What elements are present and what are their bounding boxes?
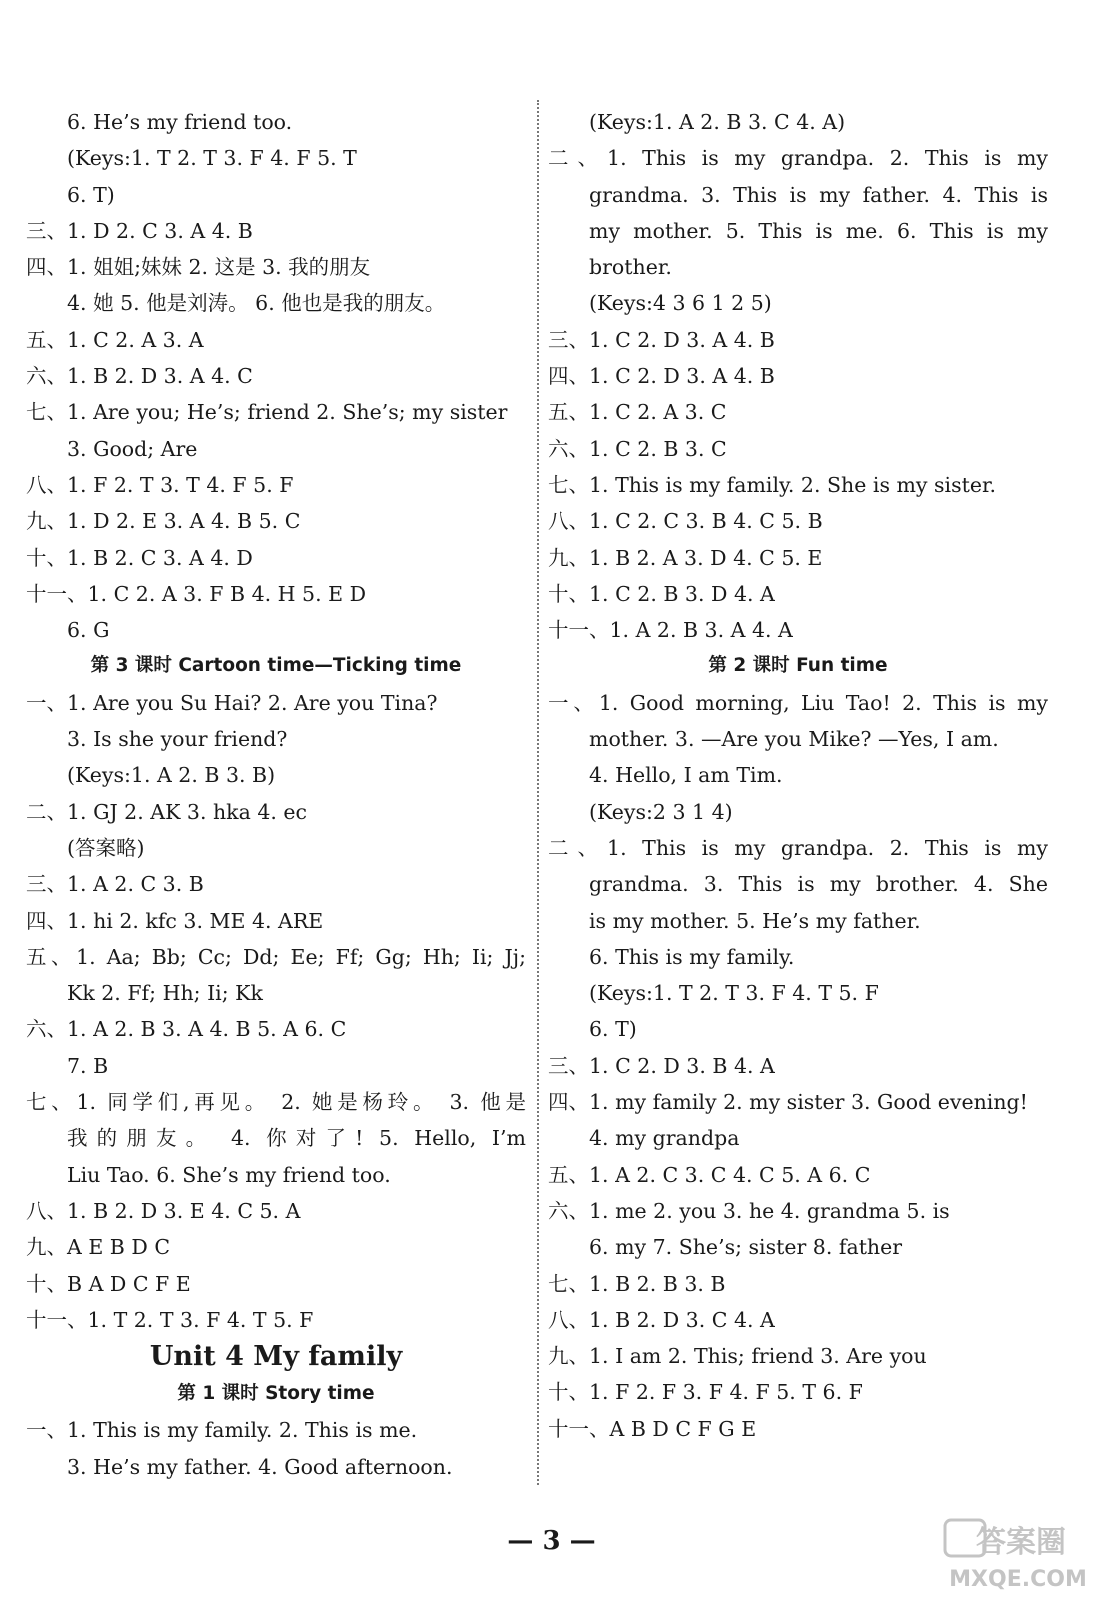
unit-title: Unit 4 My family [149,1341,403,1373]
answer-line: 九、1. I am 2. This; friend 3. Are you [548,1344,927,1369]
answer-line: 八、1. B 2. D 3. C 4. A [548,1307,775,1332]
answer-line: 二、1. GJ 2. AK 3. hka 4. ec [26,799,308,824]
answer-line: (Keys:1. A 2. B 3. C 4. A) [589,110,846,134]
page-number: — 3 — [507,1526,596,1556]
answer-line: 我的朋友。 4. 你对了! 5. Hello, I’m [67,1126,526,1151]
answer-line: 4. Hello, I am Tim. [589,763,783,788]
answer-line: 六、1. B 2. D 3. A 4. C [26,364,253,389]
answer-line: 一、1. Are you Su Hai? 2. Are you Tina? [26,690,438,715]
answer-line: 四、1. C 2. D 3. A 4. B [548,364,775,389]
answer-line: grandma. 3. This is my father. 4. This is [589,182,1048,207]
answer-line: (Keys:1. T 2. T 3. F 4. F 5. T [67,146,357,171]
watermark-logo [943,1516,1093,1594]
answer-line: 八、1. C 2. C 3. B 4. C 5. B [548,509,823,534]
answer-line: 八、1. B 2. D 3. E 4. C 5. A [26,1198,301,1223]
right-column [548,104,1048,1447]
answer-line: Liu Tao. 6. She’s my friend too. [67,1162,391,1187]
answer-line: 一、1. Good morning, Liu Tao! 2. This is my [548,690,1048,715]
answer-line: 7. B [67,1053,109,1078]
answer-line: 十一、A B D C F G E [548,1416,757,1441]
watermark-top-text: 答案圈 [976,1525,1066,1560]
answer-line: 九、1. B 2. A 3. D 4. C 5. E [548,545,823,570]
answer-line: 三、1. A 2. C 3. B [26,872,204,897]
answer-line: 六、1. me 2. you 3. he 4. grandma 5. is [548,1198,950,1223]
answer-line: (Keys:1. T 2. T 3. F 4. T 5. F [589,981,879,1006]
answer-line: 四、1. hi 2. kfc 3. ME 4. ARE [26,908,324,933]
answer-line: 七、1. Are you; He’s; friend 2. She’s; my sister [26,400,508,425]
answer-line: 十一、1. A 2. B 3. A 4. A [548,618,793,643]
answer-line: 七、1. 同学们,再见。 2. 她是杨玲。 3. 他是 [26,1090,526,1115]
section-heading: 第 3 课时 Cartoon time—Ticking time [90,655,462,677]
answer-line: (答案略) [67,835,145,860]
section-heading: 第 1 课时 Story time [177,1383,375,1405]
answer-line: 七、1. B 2. B 3. B [548,1271,726,1296]
answer-line: 三、1. D 2. C 3. A 4. B [26,218,253,243]
answer-line: 3. Is she your friend? [67,727,288,752]
answer-line: 六、1. C 2. B 3. C [548,436,727,461]
answer-line: 3. He’s my father. 4. Good afternoon. [67,1454,453,1479]
answer-line: 七、1. This is my family. 2. She is my sister. [548,472,997,497]
answer-line: 6. T) [67,182,115,207]
answer-line: (Keys:4 3 6 1 2 5) [589,291,772,316]
left-column [26,104,526,1485]
answer-line: 十、1. F 2. F 3. F 4. F 5. T 6. F [548,1380,863,1405]
answer-line: mother. 3. —Are you Mike? —Yes, I am. [589,727,999,752]
answer-line: 6. He’s my friend too. [67,110,293,134]
answer-line: 十、B A D C F E [26,1271,191,1296]
answer-line: 一、1. This is my family. 2. This is me. [26,1418,418,1443]
answer-line: 十一、1. T 2. T 3. F 4. T 5. F [26,1307,314,1332]
column-divider [537,100,539,1485]
answer-line: 四、1. my family 2. my sister 3. Good evening! [548,1090,1028,1115]
answer-line: 十、1. C 2. B 3. D 4. A [548,581,775,606]
answer-line: 6. This is my family. [589,944,795,969]
answer-line: 三、1. C 2. D 3. A 4. B [548,327,775,352]
answer-line: Kk 2. Ff; Hh; Ii; Kk [67,981,263,1006]
answer-line: 十一、1. C 2. A 3. F B 4. H 5. E D [26,581,367,606]
answer-line: 五、1. C 2. A 3. A [26,327,204,352]
answer-line: (Keys:2 3 1 4) [589,799,733,824]
answer-line: 九、A E B D C [26,1235,171,1260]
answer-line: 二、1. This is my grandpa. 2. This is my [548,835,1048,860]
answer-line: 十、1. B 2. C 3. A 4. D [26,545,253,570]
answer-line: 3. Good; Are [67,436,198,461]
answer-line: 五、1. A 2. C 3. C 4. C 5. A 6. C [548,1162,871,1187]
answer-line: 九、1. D 2. E 3. A 4. B 5. C [26,509,301,534]
answer-line: 八、1. F 2. T 3. T 4. F 5. F [26,472,294,497]
answer-line: 4. 她 5. 他是刘涛。 6. 他也是我的朋友。 [67,291,446,316]
answer-line: 6. my 7. She’s; sister 8. father [589,1235,903,1260]
answer-line: 四、1. 姐姐;妹妹 2. 这是 3. 我的朋友 [26,255,371,280]
section-heading: 第 2 课时 Fun time [708,655,888,677]
answer-line: 6. G [67,618,110,643]
answer-line: 六、1. A 2. B 3. A 4. B 5. A 6. C [26,1017,347,1042]
answer-line: is my mother. 5. He’s my father. [589,908,921,933]
answer-line: grandma. 3. This is my brother. 4. She [589,872,1048,897]
answer-line: 三、1. C 2. D 3. B 4. A [548,1053,775,1078]
answer-line: 6. T) [589,1017,637,1042]
answer-line: my mother. 5. This is me. 6. This is my [589,218,1048,243]
watermark-bottom-text: MXQE.COM [949,1567,1087,1592]
answer-line: 五、1. C 2. A 3. C [548,400,727,425]
answer-line: 4. my grandpa [589,1126,740,1151]
answer-line: brother. [589,255,672,280]
answer-line: 二、1. This is my grandpa. 2. This is my [548,146,1048,171]
answer-line: (Keys:1. A 2. B 3. B) [67,763,276,788]
answer-line: 五、1. Aa; Bb; Cc; Dd; Ee; Ff; Gg; Hh; Ii; Jj; [26,944,526,969]
